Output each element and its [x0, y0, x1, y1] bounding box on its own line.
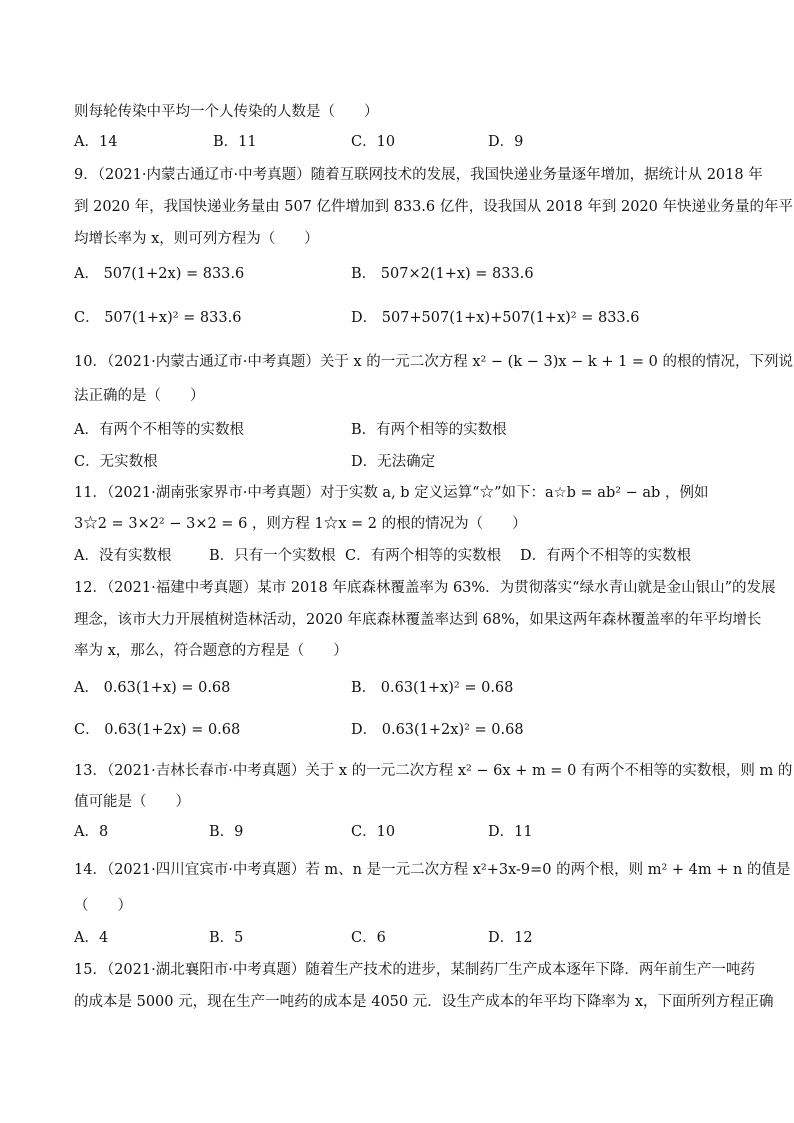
q10-option-a: A．有两个不相等的实数根	[74, 422, 244, 438]
q13-stem-line-1: 13．（2021·吉林长春市·中考真题）关于 x 的一元二次方程 x² − 6x + m = 0 有两个不相等的实数根，则 m 的	[74, 763, 793, 779]
q12-stem-line-3: 率为 x，那么，符合题意的方程是（ ）	[74, 643, 348, 659]
q11-stem-line-1: 11．（2021·湖南张家界市·中考真题）对于实数 a, b 定义运算“☆”如下：a☆b = ab² − ab ，例如	[74, 485, 709, 501]
q14-option-b: B．5	[209, 930, 244, 946]
q13-option-b: B．9	[209, 824, 244, 840]
q8-option-b: B．11	[213, 134, 257, 150]
q14-option-c: C．6	[351, 930, 386, 946]
q9-option-d: D． 507+507(1+x)+507(1+x)² = 833.6	[351, 310, 640, 326]
q9-option-b: B． 507×2(1+x) = 833.6	[351, 266, 534, 282]
q10-option-b: B．有两个相等的实数根	[351, 422, 507, 438]
q10-stem-line-1: 10．（2021·内蒙古通辽市·中考真题）关于 x 的一元二次方程 x² − (k − 3)x − k + 1 = 0 的根的情况，下列说	[74, 354, 794, 370]
q12-option-d: D． 0.63(1+2x)² = 0.68	[351, 722, 524, 738]
q8-option-a: A．14	[74, 134, 118, 150]
q10-option-c: C．无实数根	[74, 454, 158, 470]
q15-stem-line-1: 15．（2021·湖北襄阳市·中考真题）随着生产技术的进步，某制药厂生产成本逐年下降．两年前生产一吨药	[74, 962, 755, 978]
q11-stem-line-2: 3☆2 = 3×2² − 3×2 = 6 ，则方程 1☆x = 2 的根的情况为（ ）	[74, 516, 527, 532]
q12-option-a: A． 0.63(1+x) = 0.68	[74, 680, 231, 696]
q12-option-c: C． 0.63(1+2x) = 0.68	[74, 722, 241, 738]
q9-stem-line-3: 均增长率为 x，则可列方程为（ ）	[74, 231, 319, 247]
q14-option-a: A．4	[74, 930, 109, 946]
q13-option-d: D．11	[488, 824, 533, 840]
q10-option-d: D．无法确定	[351, 454, 436, 470]
q12-stem-line-2: 理念，该市大力开展植树造林活动，2020 年底森林覆盖率达到 68%，如果这两年森林覆盖率的年平均增长	[74, 612, 762, 628]
q15-stem-line-2: 的成本是 5000 元，现在生产一吨药的成本是 4050 元．设生产成本的年平均下降率为 x，下面所列方程正确	[74, 994, 774, 1010]
q9-option-c: C． 507(1+x)² = 833.6	[74, 310, 242, 326]
q12-stem-line-1: 12．（2021·福建中考真题）某市 2018 年底森林覆盖率为 63%．为贯彻落实“绿水青山就是金山银山”的发展	[74, 580, 776, 596]
q13-option-c: C．10	[351, 824, 396, 840]
q14-option-d: D．12	[488, 930, 533, 946]
q8-option-d: D．9	[488, 134, 524, 150]
q13-option-a: A．8	[74, 824, 109, 840]
q9-stem-line-2: 到 2020 年，我国快递业务量由 507 亿件增加到 833.6 亿件，设我国从 2018 年到 2020 年快递业务量的年平	[74, 199, 793, 215]
q12-option-b: B． 0.63(1+x)² = 0.68	[351, 680, 514, 696]
q11-option-b: B．只有一个实数根	[209, 548, 336, 564]
q9-option-a: A． 507(1+2x) = 833.6	[74, 266, 245, 282]
q10-stem-line-2: 法正确的是（ ）	[74, 388, 205, 404]
q11-option-c: C．有两个相等的实数根	[345, 548, 502, 564]
q9-stem-line-1: 9．（2021·内蒙古通辽市·中考真题）随着互联网技术的发展，我国快递业务量逐年增加，据统计从 2018 年	[74, 167, 763, 183]
q8-option-c: C．10	[351, 134, 396, 150]
q14-stem-line-1: 14．（2021·四川宜宾市·中考真题）若 m、n 是一元二次方程 x²+3x-9=0 的两个根，则 m² + 4m + n 的值是	[74, 862, 791, 878]
q11-option-d: D．有两个不相等的实数根	[520, 548, 692, 564]
q8-stem: 则每轮传染中平均一个人传染的人数是（ ）	[74, 104, 379, 120]
q13-stem-line-2: 值可能是（ ）	[74, 794, 190, 810]
q11-option-a: A．没有实数根	[74, 548, 172, 564]
q14-stem-line-2: （ ）	[74, 898, 132, 914]
